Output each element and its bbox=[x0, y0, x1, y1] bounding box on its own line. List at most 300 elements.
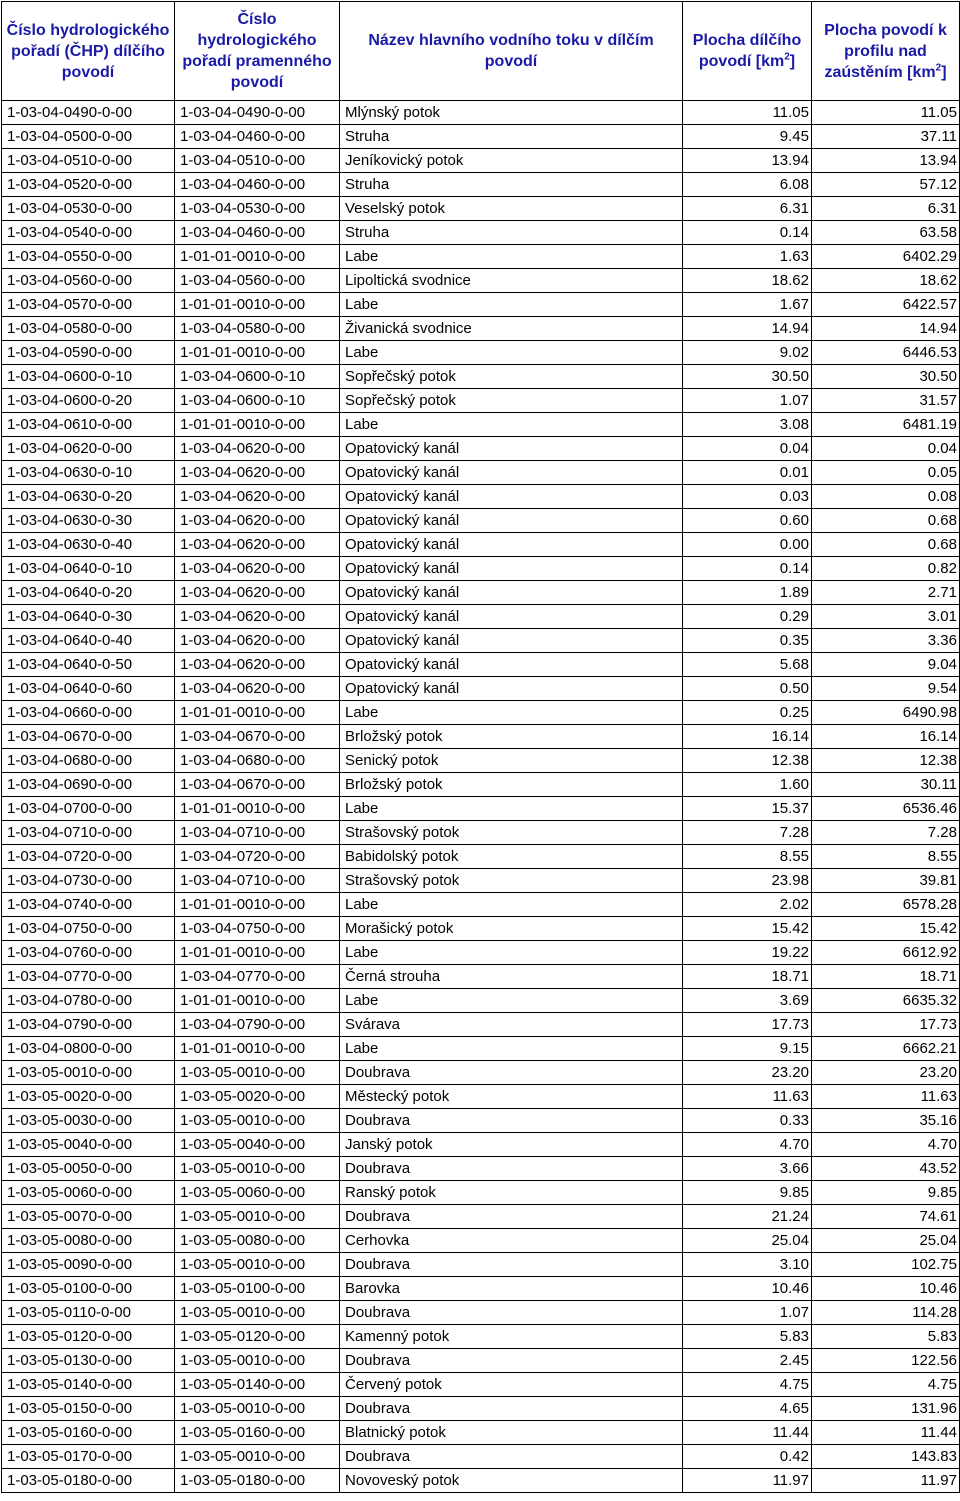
cell-cumulative-area: 0.68 bbox=[812, 509, 960, 533]
cell-stream-name: Opatovický kanál bbox=[340, 629, 683, 653]
cell-subbasin-area: 6.31 bbox=[683, 197, 812, 221]
cell-cumulative-area: 8.55 bbox=[812, 845, 960, 869]
table-row bbox=[2, 293, 960, 317]
table-row bbox=[2, 629, 960, 653]
cell-stream-name: Morašický potok bbox=[340, 917, 683, 941]
cell-cumulative-area: 0.04 bbox=[812, 437, 960, 461]
cell-cumulative-area: 6612.92 bbox=[812, 941, 960, 965]
table-row bbox=[2, 893, 960, 917]
cell-stream-name: Labe bbox=[340, 701, 683, 725]
cell-chp-subbasin: 1-03-05-0130-0-00 bbox=[2, 1349, 175, 1373]
cell-chp-subbasin: 1-03-04-0640-0-20 bbox=[2, 581, 175, 605]
basin-table bbox=[1, 1, 960, 1493]
cell-chp-subbasin: 1-03-05-0020-0-00 bbox=[2, 1085, 175, 1109]
table-row bbox=[2, 1109, 960, 1133]
cell-chp-source-basin: 1-03-04-0670-0-00 bbox=[175, 773, 340, 797]
table-row bbox=[2, 173, 960, 197]
table-row bbox=[2, 989, 960, 1013]
table-row bbox=[2, 1205, 960, 1229]
cell-chp-source-basin: 1-01-01-0010-0-00 bbox=[175, 245, 340, 269]
cell-chp-source-basin: 1-01-01-0010-0-00 bbox=[175, 1037, 340, 1061]
cell-cumulative-area: 43.52 bbox=[812, 1157, 960, 1181]
cell-cumulative-area: 102.75 bbox=[812, 1253, 960, 1277]
cell-subbasin-area: 3.69 bbox=[683, 989, 812, 1013]
table-row bbox=[2, 1253, 960, 1277]
cell-chp-source-basin: 1-03-05-0140-0-00 bbox=[175, 1373, 340, 1397]
cell-stream-name: Červený potok bbox=[340, 1373, 683, 1397]
cell-chp-subbasin: 1-03-04-0630-0-20 bbox=[2, 485, 175, 509]
table-row bbox=[2, 1037, 960, 1061]
cell-cumulative-area: 18.71 bbox=[812, 965, 960, 989]
cell-cumulative-area: 6662.21 bbox=[812, 1037, 960, 1061]
cell-chp-source-basin: 1-03-04-0620-0-00 bbox=[175, 461, 340, 485]
cell-cumulative-area: 23.20 bbox=[812, 1061, 960, 1085]
cell-chp-source-basin: 1-03-04-0620-0-00 bbox=[175, 437, 340, 461]
cell-chp-source-basin: 1-03-05-0040-0-00 bbox=[175, 1133, 340, 1157]
cell-cumulative-area: 6.31 bbox=[812, 197, 960, 221]
cell-stream-name: Barovka bbox=[340, 1277, 683, 1301]
cell-subbasin-area: 18.71 bbox=[683, 965, 812, 989]
cell-chp-source-basin: 1-03-05-0010-0-00 bbox=[175, 1205, 340, 1229]
cell-stream-name: Opatovický kanál bbox=[340, 437, 683, 461]
cell-chp-source-basin: 1-03-05-0180-0-00 bbox=[175, 1469, 340, 1493]
table-row bbox=[2, 533, 960, 557]
cell-stream-name: Kamenný potok bbox=[340, 1325, 683, 1349]
cell-cumulative-area: 11.44 bbox=[812, 1421, 960, 1445]
cell-stream-name: Labe bbox=[340, 989, 683, 1013]
table-row bbox=[2, 1181, 960, 1205]
table-row bbox=[2, 1349, 960, 1373]
cell-chp-subbasin: 1-03-04-0740-0-00 bbox=[2, 893, 175, 917]
cell-chp-subbasin: 1-03-04-0560-0-00 bbox=[2, 269, 175, 293]
cell-stream-name: Opatovický kanál bbox=[340, 605, 683, 629]
cell-stream-name: Babidolský potok bbox=[340, 845, 683, 869]
cell-chp-source-basin: 1-03-04-0620-0-00 bbox=[175, 533, 340, 557]
cell-subbasin-area: 23.98 bbox=[683, 869, 812, 893]
table-row bbox=[2, 557, 960, 581]
cell-cumulative-area: 0.82 bbox=[812, 557, 960, 581]
cell-chp-source-basin: 1-01-01-0010-0-00 bbox=[175, 797, 340, 821]
table-row bbox=[2, 749, 960, 773]
table-row bbox=[2, 245, 960, 269]
table-row bbox=[2, 365, 960, 389]
cell-stream-name: Struha bbox=[340, 221, 683, 245]
cell-subbasin-area: 9.15 bbox=[683, 1037, 812, 1061]
cell-chp-subbasin: 1-03-04-0600-0-10 bbox=[2, 365, 175, 389]
cell-chp-subbasin: 1-03-04-0520-0-00 bbox=[2, 173, 175, 197]
cell-chp-source-basin: 1-03-05-0100-0-00 bbox=[175, 1277, 340, 1301]
cell-stream-name: Brložský potok bbox=[340, 773, 683, 797]
cell-subbasin-area: 4.75 bbox=[683, 1373, 812, 1397]
header-subbasin-area-end: ] bbox=[789, 53, 796, 70]
cell-cumulative-area: 6490.98 bbox=[812, 701, 960, 725]
cell-subbasin-area: 5.68 bbox=[683, 653, 812, 677]
cell-chp-source-basin: 1-03-05-0010-0-00 bbox=[175, 1061, 340, 1085]
table-row bbox=[2, 125, 960, 149]
cell-cumulative-area: 18.62 bbox=[812, 269, 960, 293]
cell-stream-name: Labe bbox=[340, 413, 683, 437]
cell-chp-source-basin: 1-03-04-0770-0-00 bbox=[175, 965, 340, 989]
cell-chp-source-basin: 1-03-04-0600-0-10 bbox=[175, 389, 340, 413]
cell-subbasin-area: 9.85 bbox=[683, 1181, 812, 1205]
cell-chp-source-basin: 1-03-05-0010-0-00 bbox=[175, 1397, 340, 1421]
cell-subbasin-area: 0.60 bbox=[683, 509, 812, 533]
cell-cumulative-area: 35.16 bbox=[812, 1109, 960, 1133]
table-row bbox=[2, 965, 960, 989]
cell-cumulative-area: 0.05 bbox=[812, 461, 960, 485]
cell-chp-source-basin: 1-03-04-0710-0-00 bbox=[175, 821, 340, 845]
header-cumulative-area-sup: 2 bbox=[935, 62, 942, 74]
cell-cumulative-area: 6635.32 bbox=[812, 989, 960, 1013]
cell-stream-name: Strašovský potok bbox=[340, 869, 683, 893]
cell-stream-name: Janský potok bbox=[340, 1133, 683, 1157]
cell-cumulative-area: 15.42 bbox=[812, 917, 960, 941]
cell-chp-subbasin: 1-03-04-0500-0-00 bbox=[2, 125, 175, 149]
cell-subbasin-area: 0.25 bbox=[683, 701, 812, 725]
table-row bbox=[2, 1133, 960, 1157]
cell-chp-subbasin: 1-03-04-0620-0-00 bbox=[2, 437, 175, 461]
cell-chp-subbasin: 1-03-04-0510-0-00 bbox=[2, 149, 175, 173]
table-row bbox=[2, 701, 960, 725]
table-row bbox=[2, 773, 960, 797]
cell-cumulative-area: 12.38 bbox=[812, 749, 960, 773]
cell-stream-name: Blatnický potok bbox=[340, 1421, 683, 1445]
cell-cumulative-area: 39.81 bbox=[812, 869, 960, 893]
cell-subbasin-area: 0.35 bbox=[683, 629, 812, 653]
cell-chp-source-basin: 1-03-04-0600-0-10 bbox=[175, 365, 340, 389]
cell-chp-subbasin: 1-03-05-0110-0-00 bbox=[2, 1301, 175, 1325]
cell-chp-source-basin: 1-03-05-0010-0-00 bbox=[175, 1349, 340, 1373]
cell-chp-subbasin: 1-03-05-0050-0-00 bbox=[2, 1157, 175, 1181]
cell-chp-source-basin: 1-03-04-0620-0-00 bbox=[175, 581, 340, 605]
cell-subbasin-area: 30.50 bbox=[683, 365, 812, 389]
cell-chp-source-basin: 1-03-05-0010-0-00 bbox=[175, 1157, 340, 1181]
table-row bbox=[2, 101, 960, 125]
cell-chp-source-basin: 1-01-01-0010-0-00 bbox=[175, 293, 340, 317]
cell-subbasin-area: 0.33 bbox=[683, 1109, 812, 1133]
cell-subbasin-area: 0.42 bbox=[683, 1445, 812, 1469]
cell-subbasin-area: 10.46 bbox=[683, 1277, 812, 1301]
cell-subbasin-area: 1.67 bbox=[683, 293, 812, 317]
cell-cumulative-area: 122.56 bbox=[812, 1349, 960, 1373]
cell-chp-source-basin: 1-03-04-0560-0-00 bbox=[175, 269, 340, 293]
cell-stream-name: Svárava bbox=[340, 1013, 683, 1037]
cell-subbasin-area: 17.73 bbox=[683, 1013, 812, 1037]
table-header bbox=[2, 2, 960, 101]
cell-cumulative-area: 0.68 bbox=[812, 533, 960, 557]
cell-chp-subbasin: 1-03-04-0640-0-50 bbox=[2, 653, 175, 677]
cell-chp-subbasin: 1-03-04-0580-0-00 bbox=[2, 317, 175, 341]
cell-subbasin-area: 14.94 bbox=[683, 317, 812, 341]
table-row bbox=[2, 581, 960, 605]
cell-chp-source-basin: 1-03-05-0010-0-00 bbox=[175, 1253, 340, 1277]
cell-chp-source-basin: 1-01-01-0010-0-00 bbox=[175, 341, 340, 365]
cell-stream-name: Labe bbox=[340, 1037, 683, 1061]
cell-chp-subbasin: 1-03-04-0640-0-40 bbox=[2, 629, 175, 653]
header-chp-source-basin: Číslo hydrologického pořadí pramenného povodí bbox=[175, 2, 340, 101]
table-row bbox=[2, 1301, 960, 1325]
table-row bbox=[2, 1157, 960, 1181]
cell-cumulative-area: 6578.28 bbox=[812, 893, 960, 917]
cell-stream-name: Živanická svodnice bbox=[340, 317, 683, 341]
cell-chp-source-basin: 1-03-04-0460-0-00 bbox=[175, 173, 340, 197]
table-row bbox=[2, 725, 960, 749]
cell-cumulative-area: 9.85 bbox=[812, 1181, 960, 1205]
header-row bbox=[2, 2, 960, 101]
cell-cumulative-area: 31.57 bbox=[812, 389, 960, 413]
cell-cumulative-area: 57.12 bbox=[812, 173, 960, 197]
cell-cumulative-area: 11.97 bbox=[812, 1469, 960, 1493]
cell-stream-name: Doubrava bbox=[340, 1061, 683, 1085]
cell-chp-subbasin: 1-03-04-0720-0-00 bbox=[2, 845, 175, 869]
cell-subbasin-area: 7.28 bbox=[683, 821, 812, 845]
cell-cumulative-area: 2.71 bbox=[812, 581, 960, 605]
cell-chp-source-basin: 1-03-04-0670-0-00 bbox=[175, 725, 340, 749]
cell-cumulative-area: 3.01 bbox=[812, 605, 960, 629]
cell-chp-source-basin: 1-03-05-0060-0-00 bbox=[175, 1181, 340, 1205]
cell-stream-name: Opatovický kanál bbox=[340, 461, 683, 485]
cell-chp-source-basin: 1-01-01-0010-0-00 bbox=[175, 413, 340, 437]
table-row bbox=[2, 1061, 960, 1085]
cell-cumulative-area: 6481.19 bbox=[812, 413, 960, 437]
cell-chp-source-basin: 1-03-04-0720-0-00 bbox=[175, 845, 340, 869]
cell-stream-name: Labe bbox=[340, 797, 683, 821]
cell-chp-subbasin: 1-03-05-0100-0-00 bbox=[2, 1277, 175, 1301]
cell-cumulative-area: 13.94 bbox=[812, 149, 960, 173]
cell-chp-subbasin: 1-03-04-0770-0-00 bbox=[2, 965, 175, 989]
cell-stream-name: Doubrava bbox=[340, 1157, 683, 1181]
cell-chp-source-basin: 1-03-04-0710-0-00 bbox=[175, 869, 340, 893]
cell-chp-subbasin: 1-03-04-0590-0-00 bbox=[2, 341, 175, 365]
cell-chp-source-basin: 1-03-05-0010-0-00 bbox=[175, 1109, 340, 1133]
cell-chp-subbasin: 1-03-05-0070-0-00 bbox=[2, 1205, 175, 1229]
cell-stream-name: Doubrava bbox=[340, 1349, 683, 1373]
cell-cumulative-area: 6536.46 bbox=[812, 797, 960, 821]
cell-subbasin-area: 18.62 bbox=[683, 269, 812, 293]
cell-subbasin-area: 11.05 bbox=[683, 101, 812, 125]
cell-chp-source-basin: 1-03-04-0490-0-00 bbox=[175, 101, 340, 125]
cell-chp-subbasin: 1-03-05-0140-0-00 bbox=[2, 1373, 175, 1397]
cell-chp-source-basin: 1-03-04-0620-0-00 bbox=[175, 629, 340, 653]
cell-chp-subbasin: 1-03-04-0760-0-00 bbox=[2, 941, 175, 965]
cell-stream-name: Veselský potok bbox=[340, 197, 683, 221]
cell-chp-source-basin: 1-03-04-0460-0-00 bbox=[175, 125, 340, 149]
cell-stream-name: Opatovický kanál bbox=[340, 653, 683, 677]
cell-subbasin-area: 0.29 bbox=[683, 605, 812, 629]
cell-cumulative-area: 11.05 bbox=[812, 101, 960, 125]
cell-subbasin-area: 16.14 bbox=[683, 725, 812, 749]
header-main-stream-name: Název hlavního vodního toku v dílčím povodí bbox=[340, 2, 683, 101]
cell-chp-source-basin: 1-03-04-0750-0-00 bbox=[175, 917, 340, 941]
cell-subbasin-area: 23.20 bbox=[683, 1061, 812, 1085]
cell-subbasin-area: 0.00 bbox=[683, 533, 812, 557]
cell-stream-name: Opatovický kanál bbox=[340, 509, 683, 533]
cell-stream-name: Struha bbox=[340, 173, 683, 197]
table-row bbox=[2, 677, 960, 701]
cell-subbasin-area: 8.55 bbox=[683, 845, 812, 869]
cell-cumulative-area: 10.46 bbox=[812, 1277, 960, 1301]
cell-stream-name: Jeníkovický potok bbox=[340, 149, 683, 173]
cell-chp-subbasin: 1-03-04-0540-0-00 bbox=[2, 221, 175, 245]
cell-chp-subbasin: 1-03-04-0610-0-00 bbox=[2, 413, 175, 437]
cell-subbasin-area: 4.65 bbox=[683, 1397, 812, 1421]
cell-cumulative-area: 63.58 bbox=[812, 221, 960, 245]
cell-subbasin-area: 25.04 bbox=[683, 1229, 812, 1253]
table-row bbox=[2, 869, 960, 893]
cell-chp-subbasin: 1-03-04-0780-0-00 bbox=[2, 989, 175, 1013]
table-row bbox=[2, 1421, 960, 1445]
table-row bbox=[2, 413, 960, 437]
cell-chp-source-basin: 1-03-05-0120-0-00 bbox=[175, 1325, 340, 1349]
cell-cumulative-area: 6446.53 bbox=[812, 341, 960, 365]
cell-chp-subbasin: 1-03-04-0550-0-00 bbox=[2, 245, 175, 269]
cell-subbasin-area: 0.50 bbox=[683, 677, 812, 701]
cell-chp-source-basin: 1-03-05-0160-0-00 bbox=[175, 1421, 340, 1445]
cell-subbasin-area: 2.45 bbox=[683, 1349, 812, 1373]
cell-chp-source-basin: 1-01-01-0010-0-00 bbox=[175, 701, 340, 725]
cell-chp-source-basin: 1-03-05-0010-0-00 bbox=[175, 1301, 340, 1325]
cell-stream-name: Lipoltická svodnice bbox=[340, 269, 683, 293]
header-cumulative-area-end: ] bbox=[941, 63, 947, 81]
cell-chp-source-basin: 1-03-04-0510-0-00 bbox=[175, 149, 340, 173]
header-cumulative-area-text: Plocha povodí k profilu nad zaústěním [km bbox=[824, 21, 947, 81]
table-row bbox=[2, 941, 960, 965]
cell-stream-name: Městecký potok bbox=[340, 1085, 683, 1109]
cell-chp-source-basin: 1-03-04-0620-0-00 bbox=[175, 485, 340, 509]
cell-stream-name: Sopřečský potok bbox=[340, 389, 683, 413]
cell-subbasin-area: 6.08 bbox=[683, 173, 812, 197]
cell-cumulative-area: 74.61 bbox=[812, 1205, 960, 1229]
cell-cumulative-area: 14.94 bbox=[812, 317, 960, 341]
cell-chp-source-basin: 1-03-04-0580-0-00 bbox=[175, 317, 340, 341]
cell-subbasin-area: 3.66 bbox=[683, 1157, 812, 1181]
cell-chp-subbasin: 1-03-04-0800-0-00 bbox=[2, 1037, 175, 1061]
cell-chp-source-basin: 1-03-05-0080-0-00 bbox=[175, 1229, 340, 1253]
cell-chp-subbasin: 1-03-04-0490-0-00 bbox=[2, 101, 175, 125]
table-body bbox=[2, 101, 960, 1493]
cell-subbasin-area: 4.70 bbox=[683, 1133, 812, 1157]
cell-cumulative-area: 6422.57 bbox=[812, 293, 960, 317]
table-row bbox=[2, 269, 960, 293]
cell-chp-subbasin: 1-03-04-0630-0-30 bbox=[2, 509, 175, 533]
cell-stream-name: Brložský potok bbox=[340, 725, 683, 749]
cell-chp-source-basin: 1-03-04-0680-0-00 bbox=[175, 749, 340, 773]
cell-chp-subbasin: 1-03-04-0640-0-60 bbox=[2, 677, 175, 701]
cell-subbasin-area: 12.38 bbox=[683, 749, 812, 773]
header-subbasin-area bbox=[683, 2, 812, 101]
cell-cumulative-area: 9.54 bbox=[812, 677, 960, 701]
cell-cumulative-area: 7.28 bbox=[812, 821, 960, 845]
cell-chp-subbasin: 1-03-04-0630-0-40 bbox=[2, 533, 175, 557]
cell-chp-subbasin: 1-03-04-0790-0-00 bbox=[2, 1013, 175, 1037]
cell-subbasin-area: 3.08 bbox=[683, 413, 812, 437]
cell-stream-name: Senický potok bbox=[340, 749, 683, 773]
cell-chp-source-basin: 1-03-05-0020-0-00 bbox=[175, 1085, 340, 1109]
cell-chp-subbasin: 1-03-05-0060-0-00 bbox=[2, 1181, 175, 1205]
cell-subbasin-area: 21.24 bbox=[683, 1205, 812, 1229]
cell-stream-name: Labe bbox=[340, 293, 683, 317]
cell-stream-name: Ranský potok bbox=[340, 1181, 683, 1205]
cell-stream-name: Struha bbox=[340, 125, 683, 149]
cell-chp-source-basin: 1-01-01-0010-0-00 bbox=[175, 989, 340, 1013]
cell-chp-subbasin: 1-03-04-0700-0-00 bbox=[2, 797, 175, 821]
cell-stream-name: Opatovický kanál bbox=[340, 485, 683, 509]
cell-stream-name: Opatovický kanál bbox=[340, 533, 683, 557]
cell-chp-source-basin: 1-03-04-0460-0-00 bbox=[175, 221, 340, 245]
table-row bbox=[2, 437, 960, 461]
cell-subbasin-area: 11.97 bbox=[683, 1469, 812, 1493]
cell-chp-subbasin: 1-03-05-0010-0-00 bbox=[2, 1061, 175, 1085]
cell-subbasin-area: 1.89 bbox=[683, 581, 812, 605]
cell-subbasin-area: 1.63 bbox=[683, 245, 812, 269]
cell-chp-subbasin: 1-03-04-0570-0-00 bbox=[2, 293, 175, 317]
table-row bbox=[2, 509, 960, 533]
cell-cumulative-area: 37.11 bbox=[812, 125, 960, 149]
cell-chp-subbasin: 1-03-05-0080-0-00 bbox=[2, 1229, 175, 1253]
cell-chp-source-basin: 1-03-04-0530-0-00 bbox=[175, 197, 340, 221]
cell-subbasin-area: 9.45 bbox=[683, 125, 812, 149]
cell-stream-name: Doubrava bbox=[340, 1397, 683, 1421]
cell-stream-name: Černá strouha bbox=[340, 965, 683, 989]
table-row bbox=[2, 1397, 960, 1421]
cell-chp-subbasin: 1-03-05-0180-0-00 bbox=[2, 1469, 175, 1493]
table-row bbox=[2, 317, 960, 341]
table-row bbox=[2, 485, 960, 509]
cell-chp-subbasin: 1-03-04-0730-0-00 bbox=[2, 869, 175, 893]
header-subbasin-area-sup: 2 bbox=[784, 51, 790, 63]
cell-chp-subbasin: 1-03-05-0030-0-00 bbox=[2, 1109, 175, 1133]
cell-subbasin-area: 0.04 bbox=[683, 437, 812, 461]
cell-subbasin-area: 2.02 bbox=[683, 893, 812, 917]
cell-subbasin-area: 0.01 bbox=[683, 461, 812, 485]
table-row bbox=[2, 1085, 960, 1109]
cell-cumulative-area: 5.83 bbox=[812, 1325, 960, 1349]
cell-stream-name: Sopřečský potok bbox=[340, 365, 683, 389]
cell-chp-subbasin: 1-03-04-0670-0-00 bbox=[2, 725, 175, 749]
cell-subbasin-area: 0.03 bbox=[683, 485, 812, 509]
cell-cumulative-area: 17.73 bbox=[812, 1013, 960, 1037]
cell-cumulative-area: 131.96 bbox=[812, 1397, 960, 1421]
cell-stream-name: Doubrava bbox=[340, 1301, 683, 1325]
table-row bbox=[2, 341, 960, 365]
table-row bbox=[2, 221, 960, 245]
table-row bbox=[2, 1325, 960, 1349]
cell-chp-source-basin: 1-03-04-0620-0-00 bbox=[175, 509, 340, 533]
cell-cumulative-area: 16.14 bbox=[812, 725, 960, 749]
cell-chp-subbasin: 1-03-04-0600-0-20 bbox=[2, 389, 175, 413]
cell-chp-subbasin: 1-03-04-0710-0-00 bbox=[2, 821, 175, 845]
cell-subbasin-area: 1.60 bbox=[683, 773, 812, 797]
header-cumulative-area bbox=[812, 2, 960, 101]
cell-subbasin-area: 11.63 bbox=[683, 1085, 812, 1109]
table-row bbox=[2, 1277, 960, 1301]
cell-stream-name: Opatovický kanál bbox=[340, 557, 683, 581]
table-row bbox=[2, 821, 960, 845]
cell-chp-subbasin: 1-03-05-0160-0-00 bbox=[2, 1421, 175, 1445]
cell-subbasin-area: 0.14 bbox=[683, 557, 812, 581]
cell-cumulative-area: 3.36 bbox=[812, 629, 960, 653]
cell-cumulative-area: 25.04 bbox=[812, 1229, 960, 1253]
cell-chp-source-basin: 1-03-04-0620-0-00 bbox=[175, 557, 340, 581]
cell-stream-name: Opatovický kanál bbox=[340, 677, 683, 701]
cell-cumulative-area: 30.11 bbox=[812, 773, 960, 797]
cell-stream-name: Labe bbox=[340, 941, 683, 965]
header-chp-subbasin: Číslo hydrologického pořadí (ČHP) dílčího povodí bbox=[2, 2, 175, 101]
cell-subbasin-area: 19.22 bbox=[683, 941, 812, 965]
cell-chp-source-basin: 1-03-04-0620-0-00 bbox=[175, 653, 340, 677]
cell-stream-name: Mlýnský potok bbox=[340, 101, 683, 125]
table-row bbox=[2, 1445, 960, 1469]
